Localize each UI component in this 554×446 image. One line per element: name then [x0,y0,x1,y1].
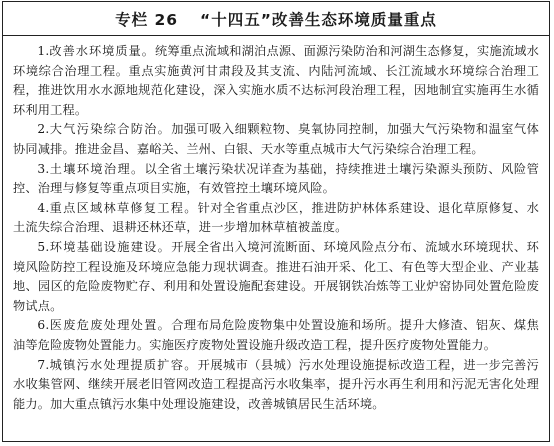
feature-box [2,1,550,442]
item-text: 统筹重点流域和湖泊点源、面源污染防治和河湖生态修复，实施流域水环境综合治理工程。重点实施黄河甘肃段及其支流、内陆河流域、长江流域水环境综合治理工程，推进饮用水水源地规范化建设，深入实施水质不达标河段治理工程，因地制宜实施再生水循环利用工程。 [13,44,539,117]
item-text: 加强可吸入细颗粒物、臭氧协同控制，加强大气污染物和温室气体协同减排。推进金昌、嘉峪关、兰州、白银、天水等重点城市大气污染综合治理工程。 [13,122,540,156]
item-title: 大气污染综合防治。 [49,122,172,137]
item-text: 开展全省出入境河流断面、环境风险点分布、流域水环境现状、环境风险防控工程设施及环境应急能力现状调查。推进石油开采、化工、有色等大型企业、产业基地、园区的危险废物贮存、利用和处置设施配套建设。开展钢铁冶炼等工业炉窑协同处置危险废物试点。 [13,239,540,313]
item-number: 4. [37,200,50,215]
item-title: 医废危废处理处置。 [49,318,172,333]
item-text: 以全省土壤污染状况详查为基础，持续推进土壤污染源头预防、风险管控、治理与修复等重点项目实施，有效管控土壤环境风险。 [13,161,540,196]
item-title: 改善水环境质量。 [49,44,155,58]
item-number: 5. [37,239,50,254]
item-title: 重点区域林草修复工程。 [49,200,198,215]
list-item [13,120,539,159]
box-body [3,36,549,414]
item-number: 1. [37,44,50,58]
list-item [13,199,539,238]
item-text: 针对全省重点沙区，推进防护林体系建设、退化草原修复、水土流失综合治理、退耕还林还草，进一步增加林草植被盖度。 [13,200,540,235]
item-number: 2. [37,122,50,137]
box-header [3,2,549,36]
list-item [13,42,539,120]
list-item [13,238,539,316]
column-title: “十四五”改善生态环境质量重点 [200,10,437,29]
list-item [13,316,539,355]
list-item [13,356,539,415]
item-number: 7. [37,357,50,372]
item-title: 环境基础设施建设。 [49,239,172,254]
item-text: 开展城市（县城）污水处理设施提标改造工程，进一步完善污水收集管网、继续开展老旧管网改造工程提高污水收集率，提升污水再生利用和污泥无害化处理能力。加大重点镇污水集中处理设施建设，改善城镇居民生活环境。 [13,357,540,411]
item-text: 合理布局危险废物集中处置设施和场所。提升大修渣、铝灰、煤焦油等危险废物处置能力。实施医疗废物处置设施升级改造工程，提升医疗废物处置能力。 [13,318,540,352]
item-title: 城镇污水处理提质扩容。 [49,357,198,372]
column-tag: 专栏 26 [115,10,179,29]
list-item [13,160,539,199]
item-title: 土壤环境治理。 [49,161,145,176]
item-number: 6. [37,318,50,333]
item-number: 3. [37,161,50,176]
